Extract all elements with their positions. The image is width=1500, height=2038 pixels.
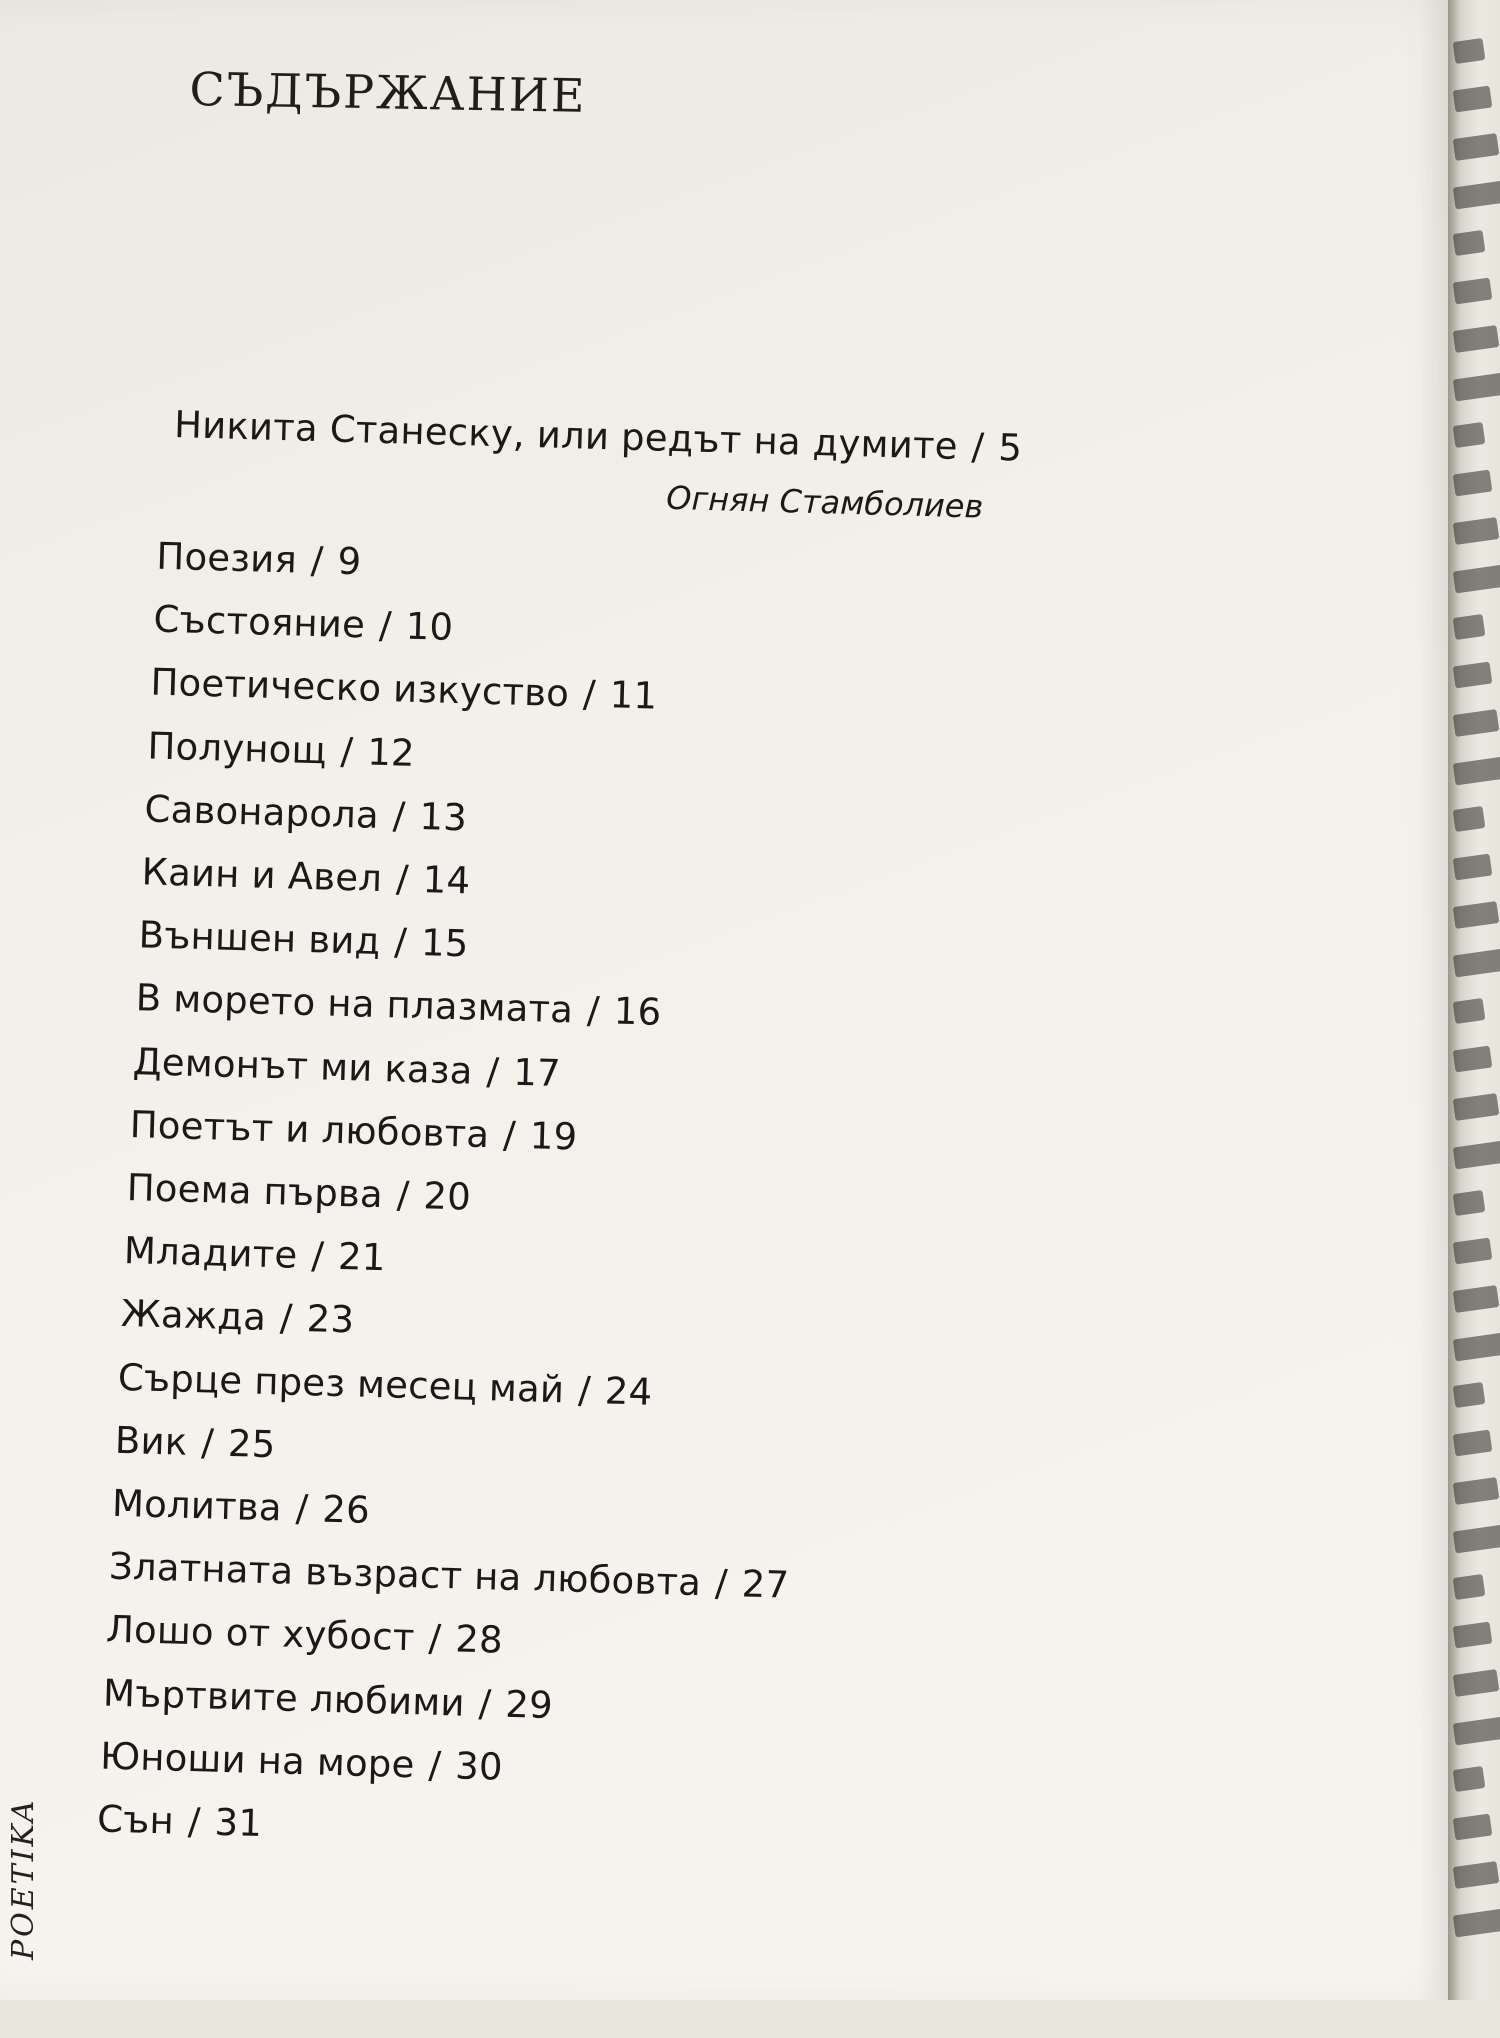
next-page-text-fragment [1453,133,1500,161]
toc-entry-title: Сън [96,1797,175,1843]
next-page-text-fragment [1453,86,1493,113]
next-page-text-fragment [1453,1574,1486,1600]
toc-entry-title: Савонарола [144,787,380,837]
toc-entry-page-number: 19 [529,1114,578,1159]
next-page-text-fragment [1453,614,1486,640]
toc-entry-page-number: 26 [321,1487,371,1532]
toc-entry-title: Жажда [120,1292,267,1340]
toc-entry-title: Лошо от хубост [105,1607,416,1660]
toc-entry-separator: / [582,672,597,717]
next-page-text-fragment [1453,565,1500,594]
next-page-text-fragment [1453,1093,1500,1121]
next-page-text-fragment [1453,470,1493,497]
toc-entry [126,1166,471,1219]
next-page-text-fragment [1453,1622,1493,1649]
toc-entry [150,661,658,718]
next-page-text-fragment [1453,806,1486,832]
toc-entry-page-number: 24 [604,1369,653,1414]
toc-entry-title: Демонът ми каза [132,1039,474,1093]
toc-entry-page-number: 30 [454,1744,504,1789]
next-page-text-fragment [1453,230,1486,256]
toc-entry-page-number: 9 [336,539,362,584]
next-page-text-fragment [1453,998,1486,1024]
toc-entry [144,787,467,839]
toc-entry-separator: / [295,1486,309,1531]
toc-entry [147,724,415,774]
next-page-text-fragment [1453,1238,1493,1265]
toc-entry-title: Юноши на море [99,1734,416,1787]
toc-entry-title: Вик [114,1418,188,1464]
toc-entry-title: Състояние [152,597,366,647]
next-page-text-fragment [1453,517,1500,545]
intro-author: Огнян Стамболиев [665,478,984,526]
toc-entry-page-number: 10 [405,604,454,650]
next-page-text-fragment [1453,1814,1493,1841]
toc-entry-page-number: 16 [613,989,662,1035]
toc-entry-separator: / [478,1681,492,1725]
toc-entry-title: В морето на плазмата [135,976,574,1032]
toc-entry-title: Поема първа [126,1166,384,1217]
toc-entry-separator: / [486,1049,500,1093]
toc-entry [135,977,662,1035]
toc-entry-separator: / [378,604,393,648]
next-page-text-fragment [1453,662,1493,689]
next-page-text-fragment [1453,1669,1500,1697]
toc-entry-title: Молитва [111,1481,283,1530]
intro-title: Никита Станеску, или редът на думите [173,403,959,468]
toc-entry-title: Полунощ [147,724,328,772]
next-page-text-fragment [1453,949,1500,978]
toc-entry-page-number: 23 [306,1297,355,1342]
next-page-text-fragment [1453,1141,1500,1170]
next-page-text-fragment [1453,1861,1500,1889]
next-page-text-fragment [1453,1382,1486,1408]
toc-entry [97,1797,263,1845]
next-page-text-fragment [1453,1525,1500,1554]
toc-entry-separator: / [502,1113,517,1157]
toc-entry-title: Златната възраст на любовта [108,1544,702,1605]
toc-entry-separator: / [428,1617,442,1661]
toc-entry-separator: / [714,1561,729,1606]
page-title: СЪДЪРЖАНИЕ [189,62,587,123]
toc-entry-separator: / [310,1234,325,1278]
next-page-text-fragment [1453,709,1500,737]
next-page-text-fragment [1453,1717,1500,1746]
toc-entry [120,1292,354,1341]
next-page-text-fragment [1453,1477,1500,1505]
toc-entry-title: Поетът и любовта [129,1102,490,1156]
toc-entry-page-number: 12 [366,730,416,775]
toc-entry-separator: / [200,1420,215,1465]
toc-entry [129,1103,578,1158]
next-page-text-fragment [1453,325,1500,353]
toc-entry-separator: / [577,1368,592,1412]
toc-entry [109,1545,790,1607]
next-page-text-fragment [1453,1285,1500,1313]
toc-entry-separator: / [392,794,407,838]
toc-entry-page-number: 28 [454,1617,504,1663]
toc-entry-page-number: 13 [418,794,468,840]
toc-entry-title: Сърце през месец май [117,1355,565,1411]
toc-entry-title: Мъртвите любими [102,1671,466,1725]
toc-entry-title: Поезия [155,534,298,582]
next-page-text-fragment [1453,1430,1493,1457]
series-logo-text: POETIKA [6,1797,41,1960]
toc-entry-title: Младите [123,1229,299,1277]
toc-entry-page-number: 14 [422,858,471,903]
next-page-text-fragment [1453,181,1500,210]
next-page-text-fragment [1453,1333,1500,1362]
toc-entry [156,535,362,584]
next-page-text-fragment [1453,1766,1486,1792]
toc-entry-separator: / [427,1743,442,1787]
toc-entry-page-number: 27 [741,1562,790,1607]
next-page-text-fragment [1453,1190,1486,1216]
toc-entry-separator: / [395,857,410,901]
toc-entry-page-number: 20 [422,1174,472,1219]
toc-entry [123,1229,386,1279]
next-page-text-fragment [1453,854,1493,881]
toc-entry-title: Поетическо изкуство [149,660,570,716]
toc-entry-page-number: 11 [609,673,658,719]
toc-entry [117,1355,653,1413]
toc-entry-separator: / [340,729,354,773]
next-page-text-fragment [1453,373,1500,402]
toc-entry-title: Каин и Авел [141,850,383,901]
toc-entry [106,1608,504,1662]
intro-entry [174,403,1023,470]
toc-entry [111,1482,370,1532]
toc-entry-separator: / [396,1173,411,1217]
next-page-text-fragment [1453,278,1493,305]
next-page-text-fragment [1453,38,1486,64]
toc-entry-page-number: 25 [227,1421,277,1467]
next-page-text-fragment [1453,1046,1493,1073]
toc-entry [153,598,454,649]
toc-entry [103,1671,554,1727]
next-page-text-fragment [1453,1909,1500,1938]
toc-entry-page-number: 15 [420,921,470,966]
intro-page-number: 5 [997,426,1023,470]
toc-entry-page-number: 29 [504,1682,554,1727]
toc-entry-title: Външен вид [138,913,381,964]
toc-entry-page-number: 17 [512,1050,562,1095]
toc-entry-separator: / [310,538,325,583]
toc-entry [114,1419,276,1466]
toc-entry-separator: / [187,1799,202,1844]
toc-entry [138,913,469,965]
toc-entry-separator: / [393,920,408,964]
toc-entry-page-number: 21 [337,1235,387,1280]
next-page-text-fragment [1453,901,1500,929]
toc-entry [141,850,471,902]
next-page-edge [1448,0,1500,2000]
toc-entry-separator: / [586,989,601,1033]
toc-entry [132,1040,561,1095]
toc-entry [100,1734,504,1788]
toc-entry-separator: / [279,1296,294,1341]
next-page-text-fragment [1453,422,1486,448]
next-page-text-fragment [1453,757,1500,786]
intro-separator: / [971,425,985,469]
toc-entry-page-number: 31 [214,1800,263,1846]
